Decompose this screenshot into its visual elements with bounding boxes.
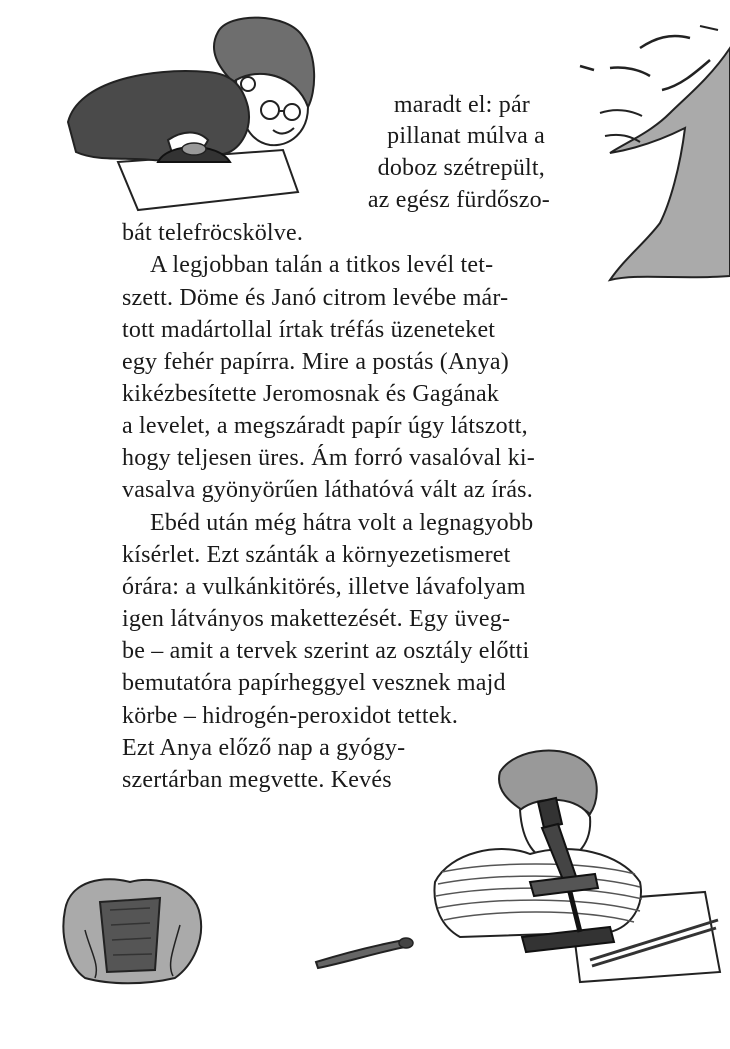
boy-microscope-illustration: [430, 742, 725, 1004]
text-line: szett. Döme és Janó citrom levébe már-: [122, 285, 509, 311]
text-line: tott madártollal írtak tréfás üzeneteket: [122, 317, 496, 343]
text-line: szertárban megvette. Kevés: [122, 767, 392, 793]
text-line: bemutatóra papírheggyel vesznek majd: [122, 670, 506, 696]
text-line: A legjobban talán a titkos levél tet-: [150, 252, 494, 278]
tongs-illustration: [312, 932, 417, 972]
text-line: pillanat múlva a: [387, 123, 545, 149]
text-line: igen látványos makettezését. Egy üveg-: [122, 606, 511, 632]
boy-ironing-illustration: [58, 12, 348, 227]
text-line: a levelet, a megszáradt papír úgy látszott,: [122, 413, 528, 439]
text-line: körbe – hidrogén-peroxidot tettek.: [122, 703, 459, 729]
text-line: doboz szétrepült,: [377, 155, 545, 181]
text-line: vasalva gyönyörűen láthatóvá vált az írás.: [122, 477, 533, 503]
text-line: Ezt Anya előző nap a gyógy-: [122, 735, 406, 761]
text-line: hogy teljesen üres. Ám forró vasalóval ki-: [122, 445, 535, 471]
tree-illustration: [570, 18, 730, 293]
text-line: órára: a vulkánkitörés, illetve lávafolyam: [122, 574, 526, 600]
text-line: kísérlet. Ezt szánták a környezetismeret: [122, 542, 511, 568]
text-line: bát telefröcskölve.: [122, 220, 304, 246]
text-line: kikézbesítette Jeromosnak és Gagának: [122, 381, 500, 407]
text-line: egy fehér papírra. Mire a postás (Anya): [122, 349, 509, 375]
broken-box-illustration: [55, 870, 210, 990]
text-line: Ebéd után még hátra volt a legnagyobb: [150, 510, 534, 536]
text-line: be – amit a tervek szerint az osztály előtti: [122, 638, 530, 664]
text-line: az egész fürdőszo-: [367, 187, 550, 213]
text-line: maradt el: pár: [393, 92, 530, 118]
